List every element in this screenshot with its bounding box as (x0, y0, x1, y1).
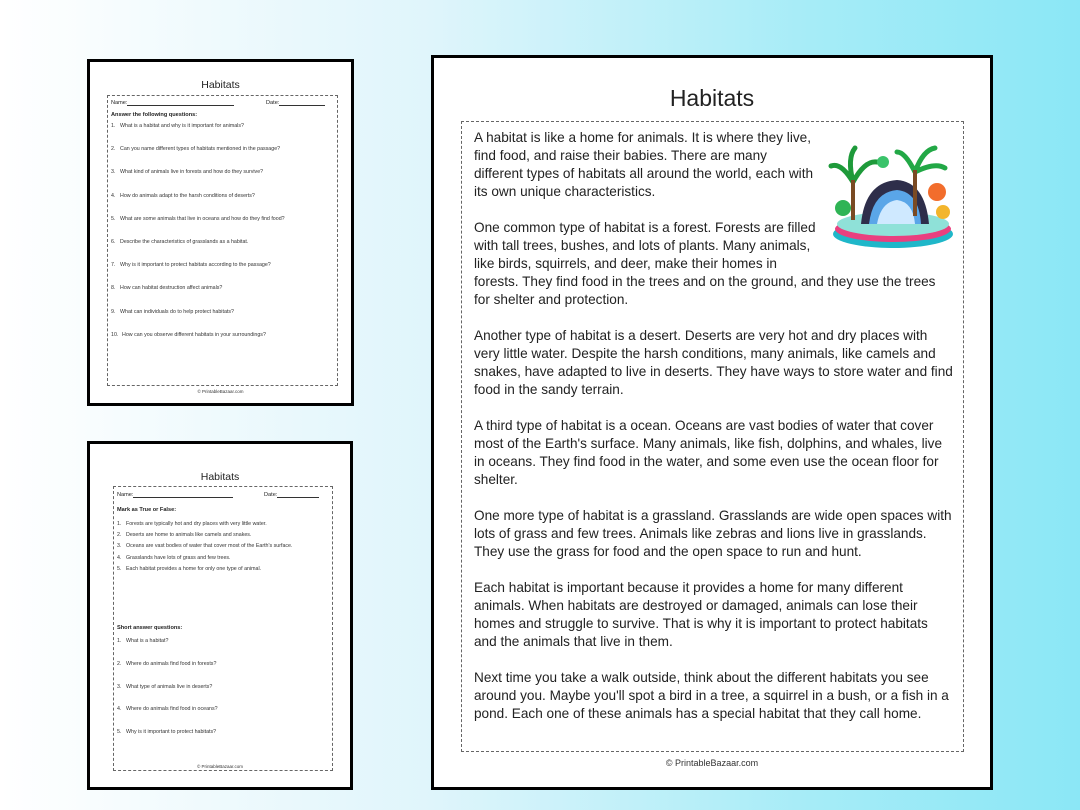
item-text: Deserts are home to animals like camels and snakes. (126, 532, 252, 539)
question-item (111, 262, 271, 268)
true-false-item (117, 521, 267, 527)
name-label: Name: (117, 492, 134, 498)
item-number: 4. (117, 706, 122, 713)
footer-copyright: © PrintableBazaar.com (665, 758, 759, 768)
date-field (266, 100, 325, 106)
question-text: How can habitat destruction affect animals? (120, 285, 223, 292)
date-line (279, 100, 325, 106)
question-item (111, 332, 266, 338)
short-answer-item (117, 638, 168, 644)
item-text: Where do animals find food in forests? (126, 660, 217, 667)
short-answer-item (117, 729, 216, 735)
item-text: Each habitat provides a home for only one type of animal. (126, 565, 262, 572)
question-text: Can you name different types of habitats mentioned in the passage? (120, 146, 281, 153)
worksheet-true-false-preview (87, 441, 353, 790)
true-false-item (117, 532, 251, 538)
footer-copyright: © PrintableBazaar.com (197, 389, 244, 394)
question-item (111, 309, 234, 315)
question-number: 10. (111, 331, 119, 338)
name-line (133, 492, 233, 498)
item-text: Oceans are vast bodies of water that cover most of the Earth's surface. (126, 543, 293, 550)
date-line (277, 492, 319, 498)
reading-passage-page (431, 55, 993, 790)
question-number: 5. (111, 215, 116, 222)
item-text: Why is it important to protect habitats? (126, 729, 217, 736)
worksheet-frame (107, 95, 338, 386)
item-number: 5. (117, 565, 122, 572)
passage-paragraph: A third type of habitat is a ocean. Oceans are vast bodies of water that cover most of the Earth's surface. Many animals, like fish, dolphins, and whales, live in oceans. They find food in the water, and some even use the ocean floor for shelter. (474, 418, 943, 487)
name-field (117, 492, 233, 498)
question-number: 3. (111, 169, 116, 176)
short-answer-item (117, 706, 218, 712)
worksheet-title: Habitats (201, 79, 240, 91)
passage-paragraph: Another type of habitat is a desert. Deserts are very hot and dry places with very little water. Despite the harsh conditions, many animals, like camels and snakes, have adapted to live in deserts. They have ways to store water and find food in the sandy terrain. (474, 328, 953, 397)
item-number: 2. (117, 660, 122, 667)
date-label: Date: (264, 492, 278, 498)
item-number: 1. (117, 521, 122, 527)
item-number: 1. (117, 638, 122, 644)
question-item (111, 123, 244, 129)
true-false-item (117, 543, 292, 549)
page-title: Habitats (669, 85, 755, 111)
question-number: 9. (111, 308, 116, 315)
question-item (111, 169, 263, 175)
question-number: 1. (111, 123, 116, 129)
item-text: Forests are typically hot and dry places with very little water. (126, 521, 267, 527)
question-number: 7. (111, 262, 116, 269)
habitat-island-illustration (825, 132, 957, 254)
name-label: Name: (111, 100, 128, 106)
worksheet-questions-preview (87, 59, 354, 406)
passage-paragraph: Each habitat is important because it provides a home for many different animals. When habitats are destroyed or damaged, animals can lose their homes and struggle to survive. That is why it is important to protect habitats and the animals that live in them. (474, 580, 928, 649)
question-text: How do animals adapt to the harsh conditions of deserts? (120, 192, 255, 199)
question-item (111, 285, 222, 291)
name-field (111, 100, 234, 106)
passage-paragraph: Next time you take a walk outside, think about the different habitats you see around you. Maybe you'll spot a bird in a tree, a squirrel in a bush, or a fish in a pond. Each one of these animals has a special habitat that they call home. (474, 670, 949, 721)
question-text: What can individuals do to help protect habitats? (120, 308, 234, 315)
instructions: Answer the following questions: (111, 112, 198, 118)
passage-paragraph: One common type of habitat is a forest. Forests are filled with tall trees, bushes, and lots of plants. Many animals, like birds, squirrels, and deer, make their homes in forests. They find food in the trees and on the ground, and they use the trees for shelter and protection. (474, 220, 936, 307)
true-false-item (117, 566, 261, 572)
item-number: 5. (117, 729, 122, 736)
worksheet-frame (113, 486, 333, 771)
short-answer-item (117, 661, 216, 667)
question-text: Describe the characteristics of grasslands as a habitat. (120, 239, 249, 245)
true-false-item (117, 555, 231, 561)
item-text: Grasslands have lots of grass and few trees. (126, 554, 231, 561)
true-false-heading: Mark as True or False: (117, 507, 177, 513)
short-answer-heading: Short answer questions: (117, 625, 183, 631)
question-number: 4. (111, 192, 116, 199)
question-text: How can you observe different habitats in your surroundings? (122, 331, 266, 338)
item-number: 3. (117, 683, 122, 690)
question-text: What is a habitat and why is it important for animals? (120, 123, 244, 129)
item-text: Where do animals find food in oceans? (126, 706, 218, 713)
question-text: What are some animals that live in oceans and how do they find food? (120, 215, 285, 222)
short-answer-item (117, 684, 212, 690)
item-text: What type of animals live in deserts? (126, 683, 213, 690)
question-number: 6. (111, 239, 116, 245)
worksheet-title: Habitats (200, 471, 240, 483)
passage-frame (461, 121, 964, 752)
item-text: What is a habitat? (126, 638, 169, 644)
question-item (111, 239, 248, 245)
item-number: 4. (117, 554, 122, 561)
passage-paragraph: A habitat is like a home for animals. It is where they live, find food, and raise their babies. There are many different types of habitats all around the world, each with its own unique characteristics. (474, 130, 814, 199)
passage-body (474, 129, 953, 741)
question-item (111, 146, 280, 152)
question-number: 2. (111, 146, 116, 153)
footer-copyright: © PrintableBazaar.com (196, 764, 244, 769)
question-text: What kind of animals live in forests and how do they survive? (120, 169, 264, 176)
question-number: 8. (111, 285, 116, 292)
question-item (111, 193, 255, 199)
item-number: 3. (117, 543, 122, 550)
item-number: 2. (117, 532, 122, 539)
date-field (264, 492, 319, 498)
date-label: Date: (266, 100, 280, 106)
question-item (111, 216, 285, 222)
question-text: Why is it important to protect habitats according to the passage? (120, 262, 271, 269)
passage-paragraph: One more type of habitat is a grassland. Grasslands are wide open spaces with lots of grass and few trees. Animals like zebras and lions live in grasslands. They use the grass for food and the open space to run and hunt. (474, 508, 952, 559)
name-line (127, 100, 234, 106)
